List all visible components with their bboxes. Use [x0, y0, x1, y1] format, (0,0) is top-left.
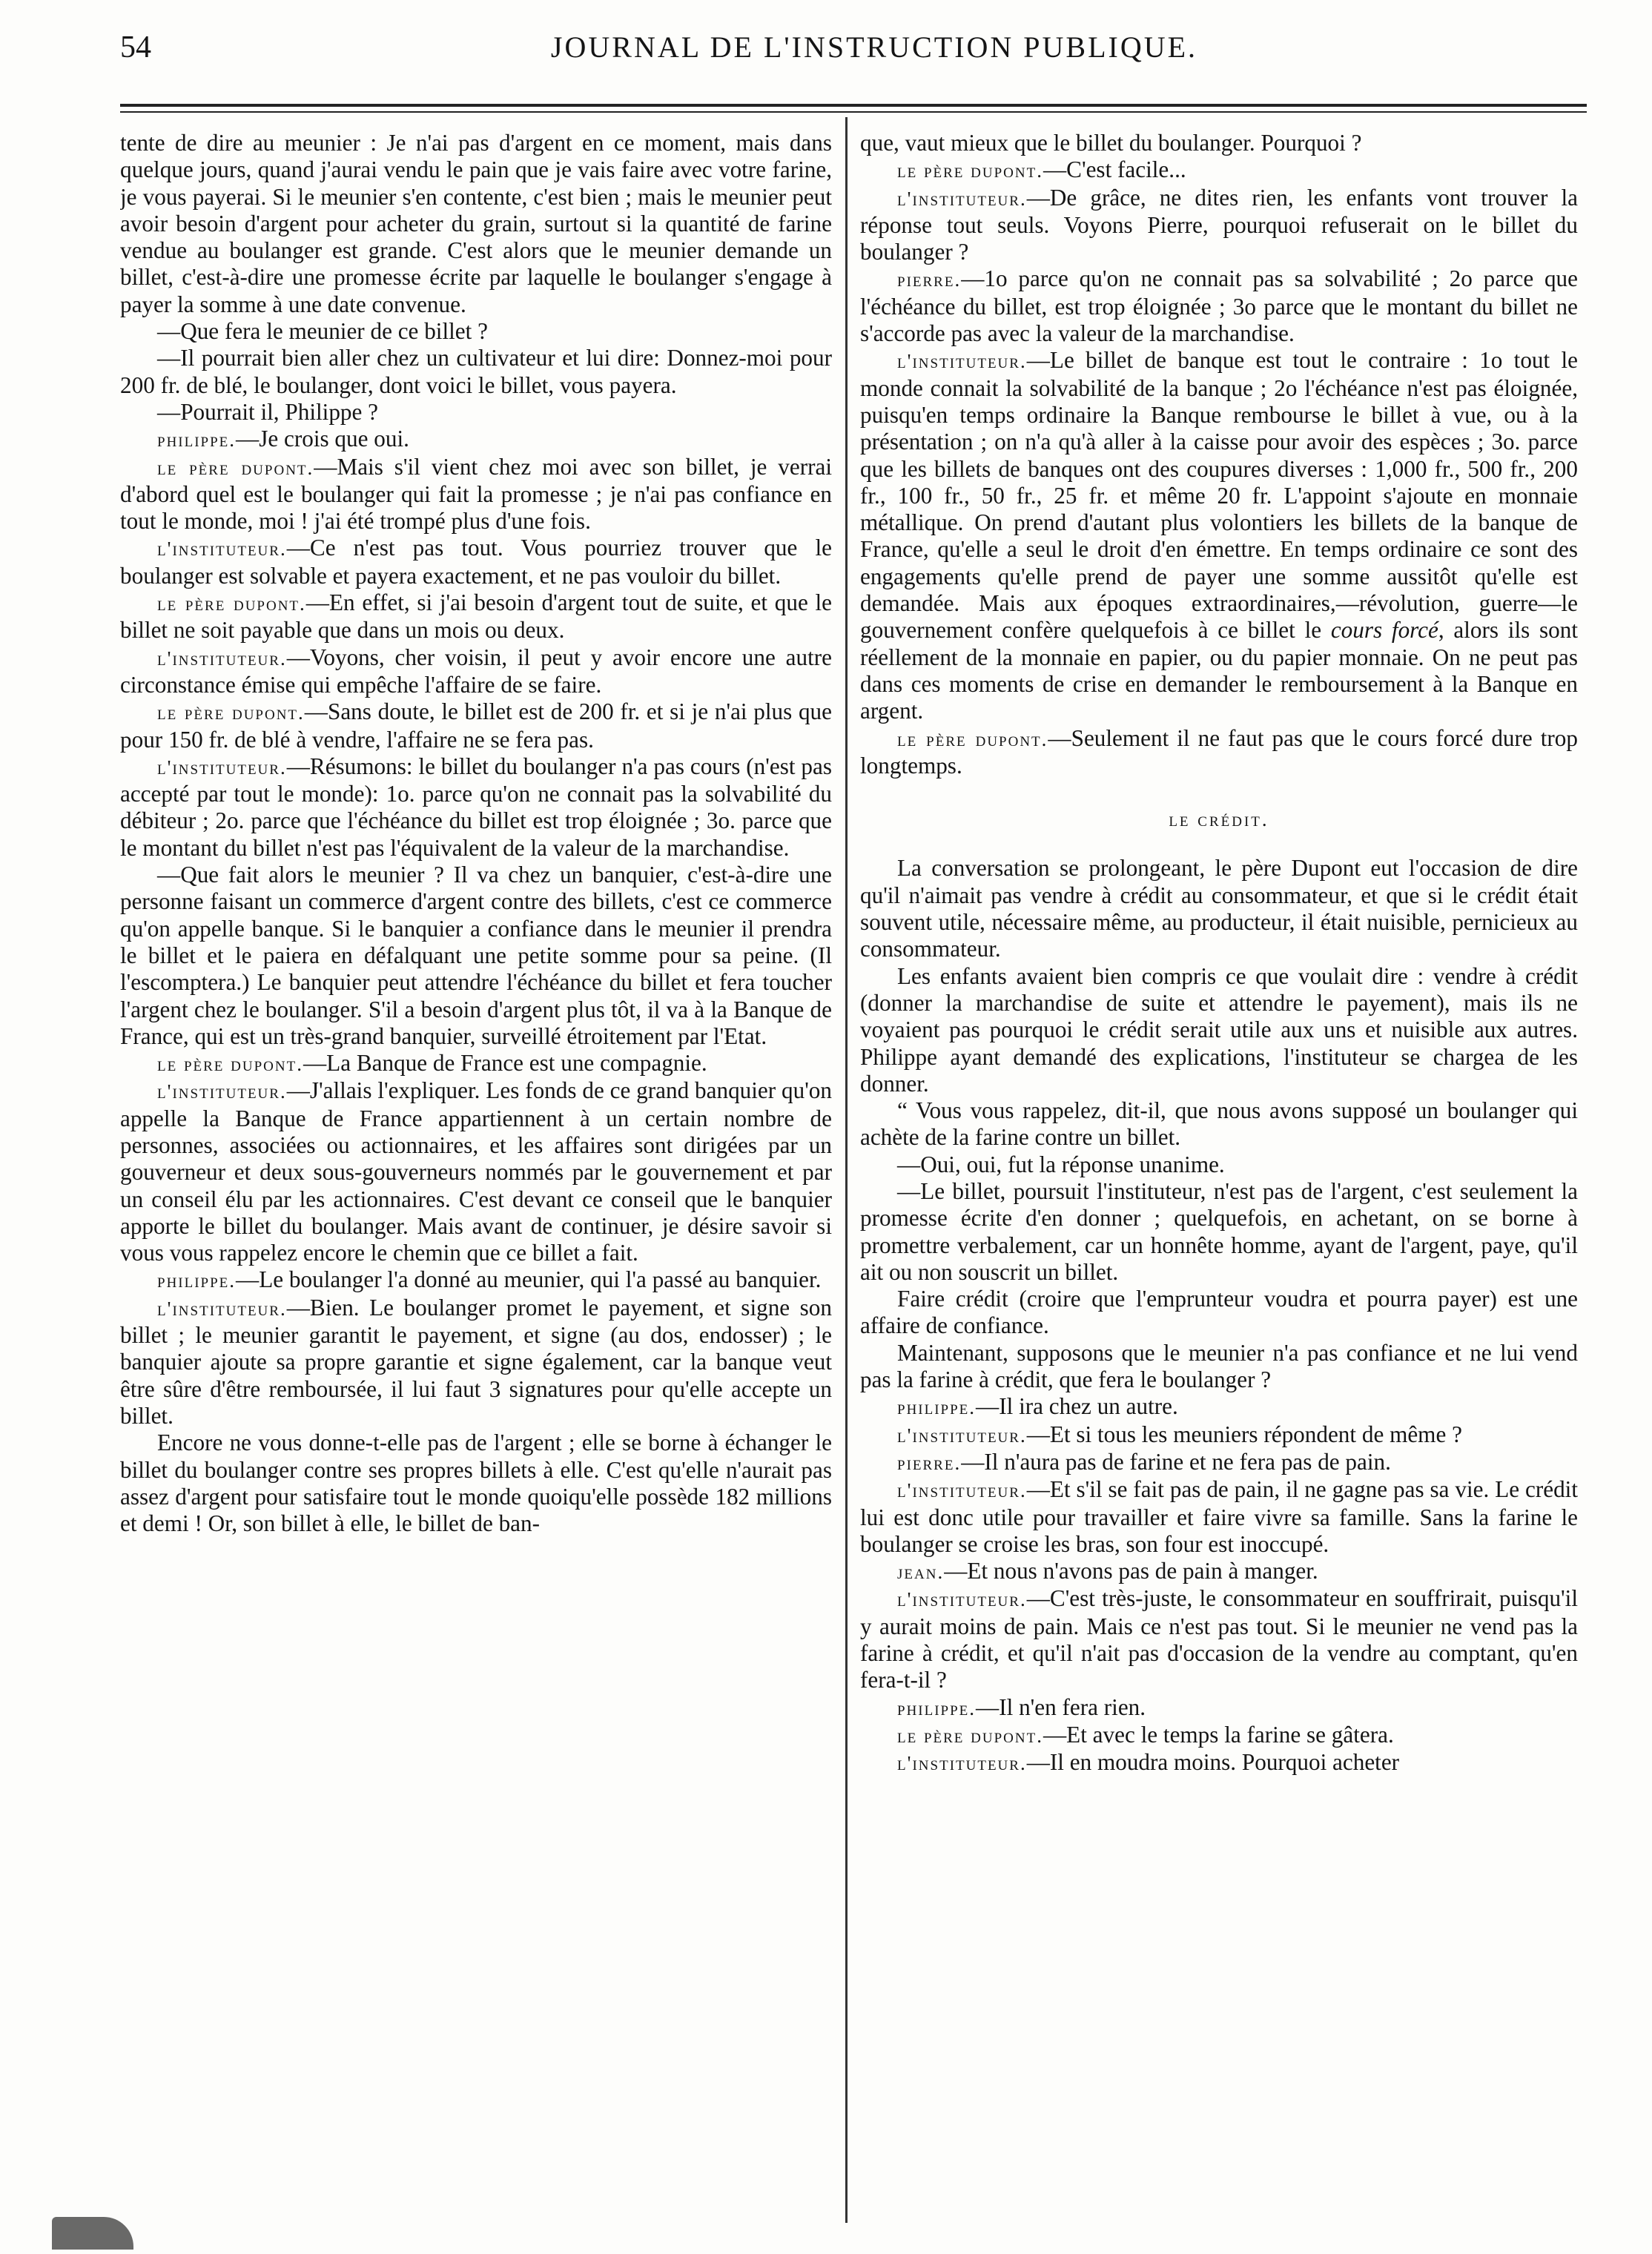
speaker: philippe. — [897, 1696, 977, 1719]
paragraph: —Pourrait il, Philippe ? — [157, 398, 378, 425]
dialogue-line: le père dupont.—Seulement il ne faut pas que le cours forcé dure trop longtemps. — [860, 724, 1578, 779]
dialogue-line: pierre.—Il n'aura pas de farine et ne fera pas de pain. — [897, 1448, 1391, 1475]
running-title: JOURNAL DE L'INSTRUCTION PUBLIQUE. — [550, 30, 1198, 64]
dialogue-line: l'instituteur.—Et si tous les meuniers répondent de même ? — [897, 1421, 1462, 1447]
paragraph: Faire crédit (croire que l'emprunteur voudra et pourra payer) est une affaire de confiance. — [860, 1286, 1578, 1339]
paragraph: —Que fait alors le meunier ? Il va chez un banquier, c'est-à-dire une personne faisant un commerce d'argent contre des billets, c'est ce commerce qu'on appelle banque. Si le banquier a confiance dans le meunier il prendra le billet et le paiera en défalquant une petite somme pour sa peine. (Il l'escomptera.) Le banquier peut attendre l'échéance du billet et fera toucher l'argent chez le boulanger. S'il a besoin d'argent plus tôt, il va à la Banque de France, qui est un très-grand banquier, surveillé étroitement par l'Etat. — [120, 862, 832, 1049]
speaker: le père dupont. — [157, 701, 305, 724]
dialogue-line: l'instituteur.—Il en moudra moins. Pourquoi acheter — [897, 1749, 1400, 1776]
page-number: 54 — [120, 30, 151, 65]
speaker: l'instituteur. — [157, 647, 287, 670]
speaker: philippe. — [157, 429, 237, 452]
dialogue-line: philippe.—Il n'en fera rien. — [897, 1693, 1146, 1720]
dialogue-line: l'instituteur.—Et s'il se fait pas de pain, il ne gagne pas sa vie. Le crédit lui est donc utile pour travailler et faire vivre sa famille. Sans la farine le boulanger se croise les bras, son four est inoccupé. — [860, 1476, 1578, 1557]
dialogue-line: le père dupont.—Mais s'il vient chez moi avec son billet, je verrai d'abord quel est le boulanger qui fait la promesse ; je n'ai pas confiance en tout le monde, moi ! j'ai été trompé plus d'une fois. — [120, 453, 832, 535]
speaker: l'instituteur. — [897, 1424, 1027, 1447]
dialogue-line: pierre.—1o parce qu'on ne connait pas sa solvabilité ; 2o parce que l'échéance du billet, est trop éloignée ; 3o parce que le montant du billet ne s'accorde pas avec la valeur de la marchandise. — [860, 265, 1578, 347]
paragraph: —Le billet, poursuit l'instituteur, n'est pas de l'argent, c'est seulement la promesse écrite d'en donner ; quelquefois, en achetant, on se borne à promettre verbalement, car un honnête homme, ayant de l'argent, paye, qu'il ait ou non souscrit un billet. — [860, 1177, 1578, 1285]
speaker: le père dupont. — [897, 1724, 1043, 1747]
speaker: le père dupont. — [897, 727, 1048, 750]
header-rule — [120, 104, 1587, 107]
column-divider — [845, 117, 848, 2223]
dialogue-line: jean.—Et nous n'avons pas de pain à manger. — [897, 1558, 1318, 1584]
speaker: le père dupont. — [157, 456, 314, 479]
dialogue-line: l'instituteur.—J'allais l'expliquer. Les fonds de ce grand banquier qu'on appelle la Banque de France appartiennent à un certain nombre de personnes, associées ou actionnaires, et les affaires sont dirigées par un gouverneur et deux sous-gouverneurs nommés par le gouvernement et par un conseil élu par les actionnaires. C'est devant ce conseil que le banquier apporte le billet du boulanger. Mais avant de continuer, je désire savoir si vous vous rappelez encore le chemin que ce billet a fait. — [120, 1077, 832, 1266]
dialogue-line: l'instituteur.—Voyons, cher voisin, il peut y avoir encore une autre circonstance émise qui empêche l'affaire de se faire. — [120, 644, 832, 698]
scan-corner-mark — [52, 2217, 133, 2250]
speaker: philippe. — [157, 1269, 237, 1292]
speaker: l'instituteur. — [157, 1080, 287, 1103]
paragraph: tente de dire au meunier : Je n'ai pas d'argent en ce moment, mais dans quelque jours, quand j'aurai vendu le pain que je vais faire avec votre farine, je vous payerai. Si le meunier s'en contente, c'est bien ; mais le meunier peut avoir besoin d'argent pour acheter du grain, surtout si la quantité de farine vendue au boulanger est grande. C'est alors que le meunier demande un billet, c'est-à-dire une promesse écrite par laquelle le boulanger s'engage à payer la somme à une date convenue. — [120, 130, 832, 317]
paragraph: que, vaut mieux que le billet du boulanger. Pourquoi ? — [860, 130, 1362, 156]
header-rule-thin — [120, 111, 1587, 113]
dialogue-line: l'instituteur.—Le billet de banque est tout le contraire : 1o tout le monde connait la solvabilité de la banque ; 2o l'échéance n'est pas éloignée, puisqu'en temps ordinaire la Banque rembourse le billet à vue, ou à la présentation ; on n'a qu'à aller à la caisse pour avoir des espèces ; 3o. parce que les billets de banques ont des coupures diverses : 1,000 fr., 500 fr., 200 fr., 100 fr., 50 fr., 25 fr. et même 20 fr. L'appoint s'ajoute en monnaie métallique. On prend d'autant plus volontiers les billets de la banque de France, qu'elle a seul le droit d'en émettre. En temps ordinaire ce sont des engagements qu'elle prend de payer une somme aussitôt qu'elle est demandée. Mais aux époques extraordinaires,—révolution, guerre—le gouvernement confère quelquefois à ce billet le cours forcé, alors ils sont réellement de la monnaie en papier, ou du papier monnaie. On ne peut pas dans ces moments de crise en demander le remboursement à la Banque en argent. — [860, 347, 1578, 724]
paragraph: Les enfants avaient bien compris ce que voulait dire : vendre à crédit (donner la marchandise de suite et attendre le payement), mais ils ne voyaient pas pourquoi le crédit serait utile aux uns et nuisible aux autres. Philippe ayant demandé des explications, l'instituteur se chargea de les donner. — [860, 962, 1578, 1097]
speaker: pierre. — [897, 268, 962, 291]
dialogue-line: l'instituteur.—Ce n'est pas tout. Vous pourriez trouver que le boulanger est solvable et payera exactement, et ne pas vouloir du billet. — [120, 535, 832, 589]
left-column — [120, 130, 832, 2221]
dialogue-line: l'instituteur.—Bien. Le boulanger promet le payement, et signe son billet ; le meunier garantit le payement, et signe (au dos, endosser) ; le banquier ajoute sa propre garantie et signe également, car la banque veut être sûre d'être remboursée, il lui faut 3 signatures pour qu'elle accepte un billet. — [120, 1294, 832, 1429]
dialogue-line: l'instituteur.—C'est très-juste, le consommateur en souffrirait, puisqu'il y aurait moins de pain. Mais ce n'est pas tout. Si le meunier ne vend pas la farine à crédit, et qu'il n'ait pas d'occasion de la vendre au comptant, qu'en fera-t-il ? — [860, 1585, 1578, 1693]
dialogue-line: le père dupont.—En effet, si j'ai besoin d'argent tout de suite, et que le billet ne soit payable que dans un mois ou deux. — [120, 589, 832, 644]
speaker: philippe. — [897, 1396, 977, 1419]
speaker: le père dupont. — [897, 159, 1043, 182]
speaker: l'instituteur. — [897, 350, 1027, 373]
dialogue-line: le père dupont.—La Banque de France est une compagnie. — [157, 1050, 707, 1077]
paragraph: —Que fera le meunier de ce billet ? — [157, 318, 488, 345]
speaker: le père dupont. — [157, 592, 306, 615]
speaker: l'instituteur. — [897, 1479, 1027, 1502]
speaker: jean. — [897, 1561, 945, 1584]
italic-phrase: cours forcé — [1330, 617, 1438, 644]
section-heading: le crédit. — [1169, 808, 1269, 831]
speaker: l'instituteur. — [157, 756, 287, 779]
dialogue-line: philippe.—Je crois que oui. — [157, 426, 409, 452]
speaker: l'instituteur. — [897, 1588, 1027, 1611]
right-column — [860, 130, 1578, 2221]
dialogue-line: l'instituteur.—Résumons: le billet du boulanger n'a pas cours (n'est pas accepté par tout le monde): 1o. parce qu'on ne connait pas la solvabilité du débiteur ; 2o. parce que l'échéance du billet est trop éloignée ; 3o. parce que le montant du billet n'est pas l'équivalent de la valeur de la marchandise. — [120, 753, 832, 861]
paragraph: “ Vous vous rappelez, dit-il, que nous avons supposé un boulanger qui achète de la farine contre un billet. — [860, 1097, 1578, 1151]
dialogue-line: le père dupont.—C'est facile... — [897, 156, 1186, 183]
speaker: l'instituteur. — [897, 1752, 1027, 1775]
paragraph: Maintenant, supposons que le meunier n'a pas confiance et ne lui vend pas la farine à crédit, que fera le boulanger ? — [860, 1339, 1578, 1393]
speaker: le père dupont. — [157, 1053, 303, 1076]
speaker: pierre. — [897, 1451, 962, 1474]
paragraph: La conversation se prolongeant, le père Dupont eut l'occasion de dire qu'il n'aimait pas vendre à crédit au consommateur, et que si le crédit était souvent utile, nécessaire même, au producteur, il était nuisible, pernicieux au consommateur. — [860, 855, 1578, 962]
dialogue-line: le père dupont.—Et avec le temps la farine se gâtera. — [897, 1721, 1394, 1748]
speaker: l'instituteur. — [157, 1297, 287, 1320]
dialogue-line: le père dupont.—Sans doute, le billet est de 200 fr. et si je n'ai plus que pour 150 fr. de blé à vendre, l'affaire ne se fera pas. — [120, 698, 832, 753]
speaker: l'instituteur. — [897, 187, 1027, 210]
dialogue-line: philippe.—Il ira chez un autre. — [897, 1393, 1178, 1420]
speaker: l'instituteur. — [157, 538, 287, 561]
dialogue-line: philippe.—Le boulanger l'a donné au meunier, qui l'a passé au banquier. — [157, 1266, 822, 1293]
paragraph: —Oui, oui, fut la réponse unanime. — [897, 1151, 1225, 1177]
dialogue-line: l'instituteur.—De grâce, ne dites rien, les enfants vont trouver la réponse tout seuls. Voyons Pierre, pourquoi refuserait on le billet du boulanger ? — [860, 184, 1578, 265]
paragraph: —Il pourrait bien aller chez un cultivateur et lui dire: Donnez-moi pour 200 fr. de blé, le boulanger, dont voici le billet, vous payera. — [120, 345, 832, 398]
paragraph: Encore ne vous donne-t-elle pas de l'argent ; elle se borne à échanger le billet du boulanger contre ses propres billets à elle. C'est qu'elle n'aurait pas assez d'argent pour satisfaire tout le monde quoiqu'elle possède 182 millions et demi ! Or, son billet à elle, le billet de ban- — [120, 1430, 832, 1537]
